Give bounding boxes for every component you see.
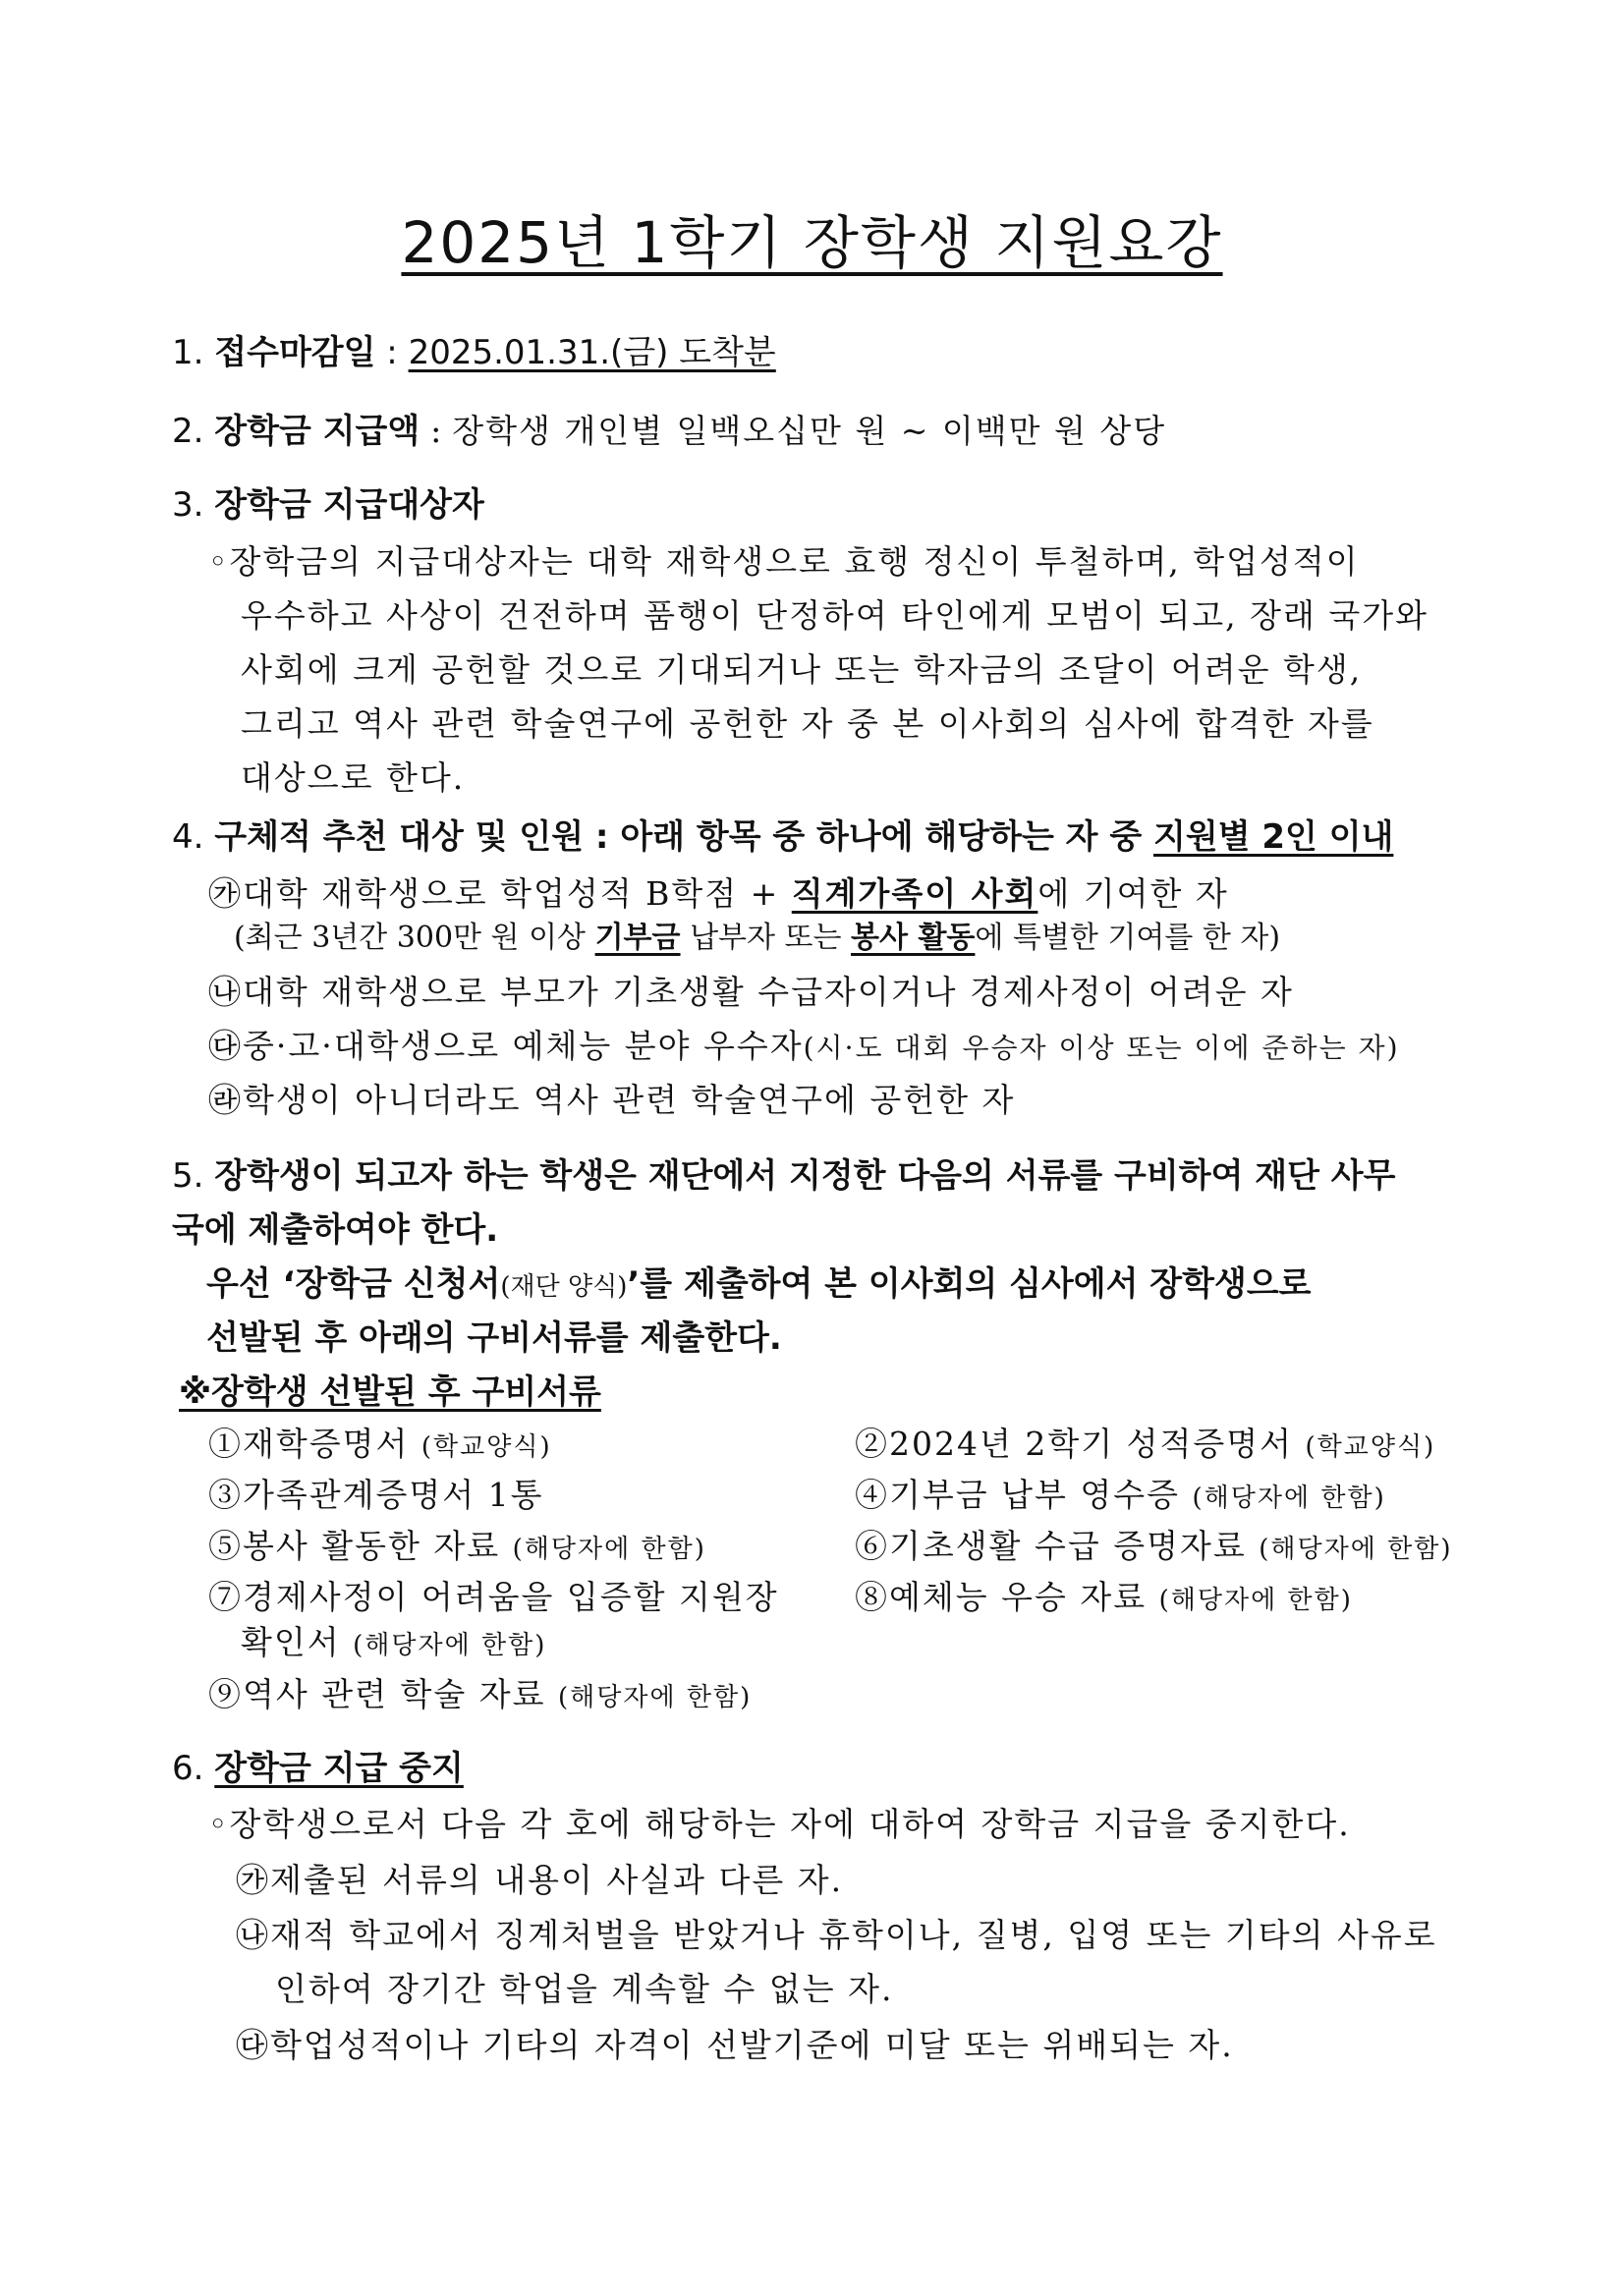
doc-item bbox=[855, 1425, 1436, 1463]
section-label: 장학금 지급액 bbox=[214, 412, 420, 451]
doc-text: ⑦경제사정이 어려움을 입증할 지원장 bbox=[208, 1578, 779, 1616]
section-label: 구체적 추천 대상 및 인원 : 아래 항목 중 하나에 해당하는 자 중 bbox=[214, 817, 1153, 857]
section-label: 장학금 지급대상자 bbox=[214, 485, 484, 525]
section-label: 접수마감일 bbox=[214, 333, 376, 372]
section-number: 6. bbox=[172, 1749, 204, 1788]
doc-item bbox=[855, 1527, 1453, 1565]
section-label: 장학금 지급 중지 bbox=[214, 1749, 464, 1788]
doc-text: ④기부금 납부 영수증 bbox=[855, 1476, 1193, 1514]
doc-note: (해당자에 한함) bbox=[1158, 1586, 1353, 1615]
criteria-item-c bbox=[208, 1027, 1400, 1065]
eligibility-line: 우수하고 사상이 건전하며 품행이 단정하여 타인에게 모범이 되고, 장래 국가와 bbox=[241, 596, 1428, 635]
doc-item bbox=[208, 1527, 706, 1565]
suspension-line: ㉮제출된 서류의 내용이 사실과 다른 자. bbox=[236, 1861, 844, 1899]
doc-text: ②2024년 2학기 성적증명서 bbox=[855, 1425, 1306, 1463]
criteria-item-a-note bbox=[234, 921, 1281, 955]
documents-note: (재단 양식) bbox=[500, 1272, 628, 1302]
documents-text: ’를 제출하여 본 이사회의 심사에서 장학생으로 bbox=[627, 1264, 1312, 1304]
doc-note: (해당자에 한함) bbox=[512, 1535, 706, 1564]
doc-text: ①재학증명서 bbox=[208, 1425, 421, 1463]
doc-text: ⑧예체능 우승 자료 bbox=[855, 1578, 1159, 1616]
section-number: 1. bbox=[172, 333, 204, 372]
doc-note: (해당자에 한함) bbox=[353, 1631, 547, 1660]
eligibility-line: 대상으로 한다. bbox=[241, 758, 466, 797]
documents-line bbox=[206, 1264, 1312, 1304]
criteria-text: ㉰중·고·대학생으로 예체능 분야 우수자 bbox=[208, 1027, 804, 1065]
doc-text: ⑨역사 관련 학술 자료 bbox=[208, 1675, 558, 1713]
doc-note: (학교양식) bbox=[1305, 1432, 1436, 1462]
section-eligibility bbox=[172, 485, 484, 525]
doc-text: ③가족관계증명서 1통 bbox=[208, 1476, 544, 1514]
section-suspension bbox=[172, 1749, 464, 1788]
note-emphasis: 기부금 bbox=[594, 921, 681, 955]
doc-item bbox=[208, 1675, 753, 1713]
eligibility-line: 사회에 크게 공헌할 것으로 기대되거나 또는 학자금의 조달이 어려운 학생, bbox=[241, 650, 1363, 689]
criteria-emphasis: 직계가족이 사회 bbox=[791, 874, 1038, 913]
doc-text: ⑥기초생활 수급 증명자료 bbox=[855, 1527, 1260, 1565]
doc-item bbox=[241, 1623, 547, 1661]
criteria-item-b: ㉯대학 재학생으로 부모가 기초생활 수급자이거나 경제사정이 어려운 자 bbox=[208, 973, 1294, 1011]
documents-line: 국에 제출하여야 한다. bbox=[172, 1210, 499, 1250]
deadline-value: 2025.01.31.(금) 도착분 bbox=[408, 333, 776, 372]
separator: : bbox=[420, 412, 453, 451]
criteria-text: 에 기여한 자 bbox=[1037, 874, 1229, 913]
documents-text: 우선 ‘장학금 신청서 bbox=[206, 1264, 501, 1304]
eligibility-line: 그리고 역사 관련 학술연구에 공헌한 자 중 본 이사회의 심사에 합격한 자를 bbox=[241, 704, 1374, 743]
doc-note: (해당자에 한함) bbox=[557, 1683, 753, 1712]
separator: : bbox=[375, 333, 409, 372]
criteria-text: ㉮대학 재학생으로 학업성적 B학점 + bbox=[208, 874, 792, 913]
note-emphasis: 봉사 활동 bbox=[851, 921, 976, 955]
eligibility-line: ◦장학금의 지급대상자는 대학 재학생으로 효행 정신이 투철하며, 학업성적이 bbox=[208, 542, 1360, 581]
note-text: 납부자 또는 bbox=[680, 921, 852, 955]
suspension-line: ◦장학생으로서 다음 각 호에 해당하는 자에 대하여 장학금 지급을 중지한다. bbox=[208, 1805, 1351, 1843]
doc-note: (학교양식) bbox=[420, 1432, 552, 1462]
section-documents bbox=[172, 1156, 1396, 1196]
suspension-line: ㉯재적 학교에서 징계처벌을 받았거나 휴학이나, 질병, 입영 또는 기타의 사유로 bbox=[236, 1916, 1437, 1954]
criteria-item-a bbox=[208, 874, 1229, 913]
section-number: 5. bbox=[172, 1156, 204, 1196]
criteria-note: (시·도 대회 우승자 이상 또는 이에 준하는 자) bbox=[803, 1032, 1400, 1064]
doc-item bbox=[208, 1578, 779, 1616]
required-docs-header: ※장학생 선발된 후 구비서류 bbox=[179, 1372, 601, 1412]
section-number: 4. bbox=[172, 817, 204, 857]
doc-note: (해당자에 한함) bbox=[1259, 1535, 1453, 1564]
section-label: 장학생이 되고자 하는 학생은 재단에서 지정한 다음의 서류를 구비하여 재단 사무 bbox=[214, 1156, 1396, 1196]
section-amount bbox=[172, 412, 1167, 451]
suspension-line: 인하여 장기간 학업을 계속할 수 없는 자. bbox=[275, 1970, 894, 2008]
suspension-line: ㉰학업성적이나 기타의 자격이 선발기준에 미달 또는 위배되는 자. bbox=[236, 2026, 1234, 2064]
doc-note: (해당자에 한함) bbox=[1192, 1484, 1386, 1513]
doc-text: ⑤봉사 활동한 자료 bbox=[208, 1527, 513, 1565]
amount-value: 장학생 개인별 일백오십만 원 ~ 이백만 원 상당 bbox=[452, 412, 1167, 450]
quota-value: 지원별 2인 이내 bbox=[1153, 817, 1394, 857]
doc-text: 확인서 bbox=[241, 1623, 354, 1661]
section-criteria bbox=[172, 817, 1394, 857]
section-number: 3. bbox=[172, 485, 204, 525]
doc-item bbox=[855, 1578, 1353, 1616]
page-title: 2025년 1학기 장학생 지원요강 bbox=[401, 209, 1223, 276]
documents-line: 선발된 후 아래의 구비서류를 제출한다. bbox=[206, 1318, 782, 1358]
section-number: 2. bbox=[172, 412, 204, 451]
section-deadline bbox=[172, 333, 776, 372]
criteria-item-d: ㉱학생이 아니더라도 역사 관련 학술연구에 공헌한 자 bbox=[208, 1081, 1016, 1119]
doc-item bbox=[208, 1425, 552, 1463]
note-text: 에 특별한 기여를 한 자) bbox=[975, 921, 1281, 955]
note-text: (최근 3년간 300만 원 이상 bbox=[234, 921, 595, 955]
doc-item bbox=[208, 1476, 544, 1514]
doc-item bbox=[855, 1476, 1386, 1514]
